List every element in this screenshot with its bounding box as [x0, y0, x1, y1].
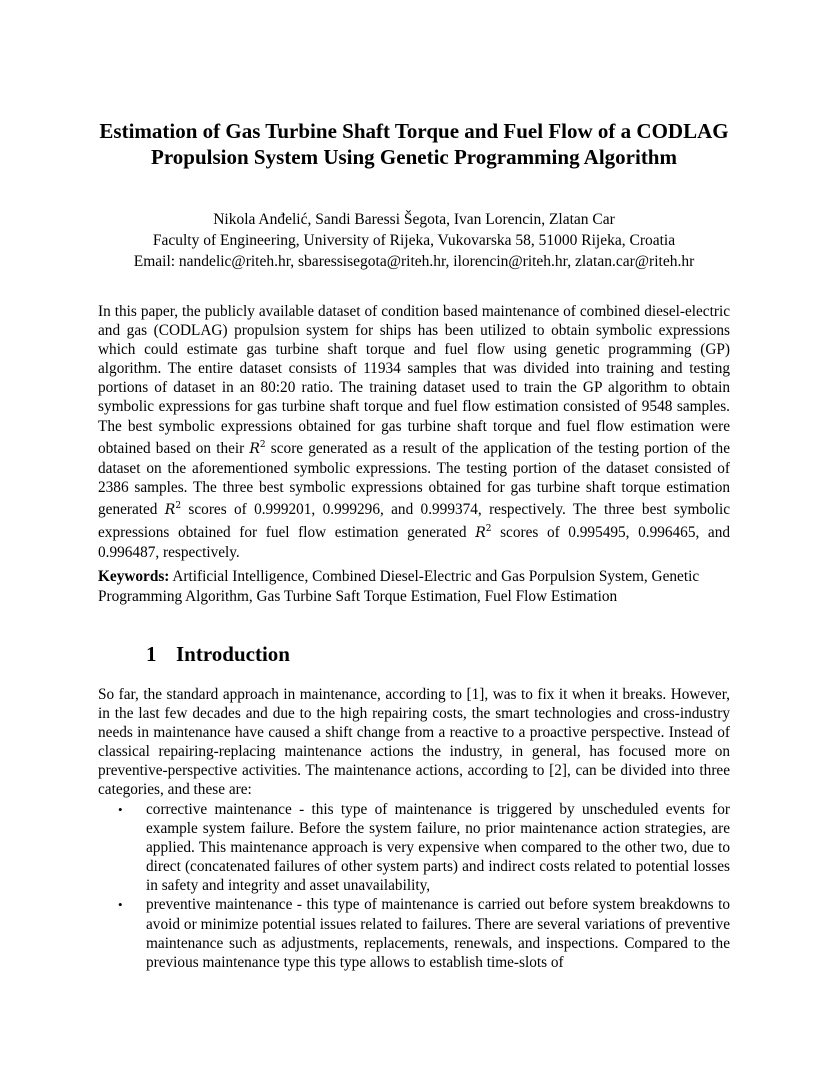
- keywords-label: Keywords:: [98, 568, 170, 585]
- abstract: [98, 302, 730, 562]
- list-item: [98, 895, 730, 971]
- r2-symbol: $R^2$: [249, 439, 266, 457]
- abstract-text-3: scores of 0.999201, 0.999296, and 0.999374, respectively. The three best symbolic expressions obtained for fuel flow estimation generated: [98, 500, 730, 542]
- list-item-text: corrective maintenance - this type of maintenance is triggered by unscheduled events for example system failure. Before the system failure, no prior maintenance action strategies, are applied. This maintenance approach is very expensive when compared to the other two, due to direct (concatenated failures of other system parts) and indirect costs related to potential losses in safety and integrity and asset unavailability,: [146, 801, 730, 895]
- intro-paragraph: So far, the standard approach in maintenance, according to [1], was to fix it when it breaks. However, in the last few decades and due to the high repairing costs, the smart technologies and cross-industry needs in maintenance have caused a shift change from a reactive to a proactive perspective. Instead of classical repairing-replacing maintenance actions the industry, in general, has focused more on preventive-perspective activities. The maintenance actions, according to [2], can be divided into three categories, and these are:: [98, 686, 730, 799]
- section-title: Introduction: [176, 642, 290, 666]
- list-item-text: preventive maintenance - this type of maintenance is carried out before system breakdowns to avoid or minimize potential issues related to failures. There are several variations of preventive maintenance such as adjustments, replacements, renewals, and inspections. Compared to the previous maintenance type this type allows to establish time-slots of: [146, 896, 730, 971]
- author-names: Nikola Anđelić, Sandi Baressi Šegota, Ivan Lorencin, Zlatan Car: [213, 211, 615, 228]
- bullet-icon: •: [118, 802, 123, 817]
- author-block: [98, 209, 730, 272]
- paper-title: Estimation of Gas Turbine Shaft Torque and Fuel Flow of a CODLAG Propulsion System Using Genetic Programming Algorithm: [99, 119, 729, 169]
- abstract-text-2: score generated as a result of the application of the testing portion of the dataset on the aforementioned symbolic expressions. The testing portion of the dataset consisted of 2386 samples. The three best symbolic expressions obtained for gas turbine shaft torque estimation generated: [98, 439, 730, 518]
- maintenance-list: [98, 800, 730, 972]
- section-number: 1: [146, 642, 157, 666]
- r2-symbol: $R^2$: [475, 524, 492, 542]
- section-heading: [146, 640, 290, 668]
- r2-symbol: $R^2$: [164, 500, 182, 518]
- abstract-text-4: scores of 0.995495, 0.996465, and 0.996487, respectively.: [98, 524, 731, 562]
- author-emails: Email: nandelic@riteh.hr, sbaressisegota@riteh.hr, ilorencin@riteh.hr, zlatan.car@riteh.hr: [133, 253, 695, 270]
- keywords-text: Artificial Intelligence, Combined Diesel-Electric and Gas Porpulsion System, Genetic Programming Algorithm, Gas Turbine Saft Torque Estimation, Fuel Flow Estimation: [98, 568, 700, 605]
- keywords: [98, 567, 730, 606]
- abstract-text-1: In this paper, the publicly available dataset of condition based maintenance of combined diesel-electric and gas (CODLAG) propulsion system for ships has been utilized to obtain symbolic expressions which could estimate gas turbine shaft torque and fuel flow using genetic programming (GP) algorithm. The entire dataset consists of 11934 samples that was divided into training and testing portions of dataset in an 80:20 ratio. The training dataset used to train the GP algorithm to obtain symbolic expressions for gas turbine shaft torque and fuel flow estimation consisted of 9548 samples. The best symbolic expressions obtained for gas turbine shaft torque and fuel flow estimation were obtained based on their: [98, 303, 730, 457]
- bullet-icon: •: [118, 897, 123, 913]
- list-item: [98, 800, 730, 895]
- affiliation: Faculty of Engineering, University of Rijeka, Vukovarska 58, 51000 Rijeka, Croatia: [152, 232, 676, 249]
